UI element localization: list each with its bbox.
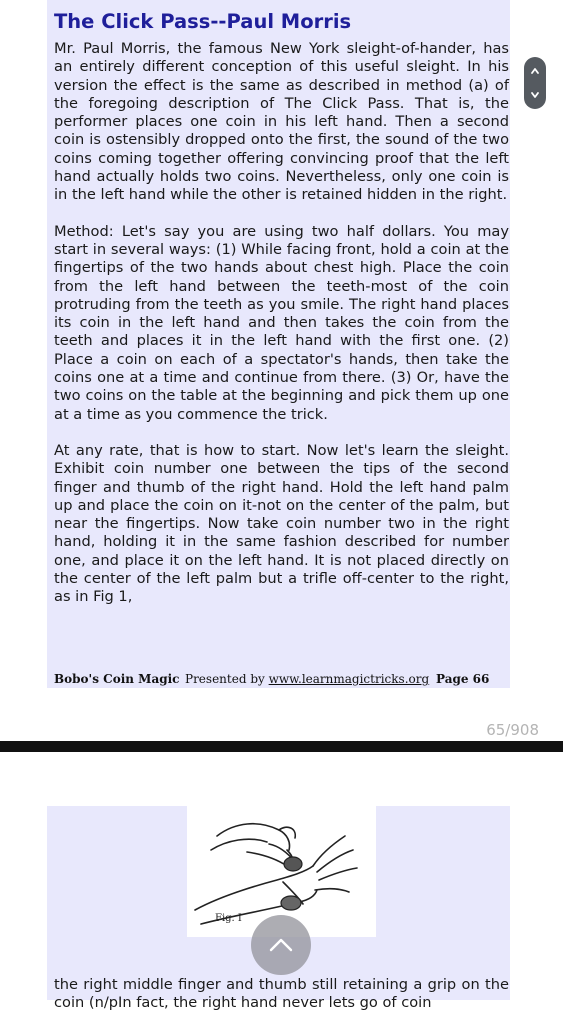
- page-counter: 65/908: [486, 721, 539, 739]
- footer-site-link[interactable]: www.learnmagictricks.org: [268, 672, 430, 686]
- paragraph-continued: the right middle finger and thumb still retaining a grip on the coin (n/pIn fact, the right hand never lets go of coin: [54, 976, 509, 1012]
- page-up-button[interactable]: [524, 59, 546, 83]
- chevron-down-icon: [530, 90, 540, 100]
- chevron-up-icon: [530, 66, 540, 76]
- page-down-button[interactable]: [524, 83, 546, 107]
- footer-presented-prefix: Presented by: [185, 672, 269, 686]
- page-title: The Click Pass--Paul Morris: [54, 10, 352, 33]
- scroll-to-top-button[interactable]: [251, 915, 311, 975]
- page-divider: [0, 741, 563, 752]
- figure-caption: Fig. I: [215, 913, 242, 924]
- paragraph-sleight: At any rate, that is how to start. Now let's learn the sleight. Exhibit coin number one between the tips of the second finger and thumb of the right hand. Hold the left hand palm up and place the coin on it-not on the center of the palm, but near the fingertips. Now take coin number two in the right hand, holding it in the same fashion described for number one, and place it on the left hand. It is not placed directly on the center of the left palm but a trifle off-center to the right, as in Fig 1,: [54, 441, 509, 606]
- chevron-up-icon: [268, 937, 294, 953]
- page-footer: [54, 672, 494, 688]
- page-nav-control[interactable]: [524, 57, 546, 109]
- footer-book-title: Bobo's Coin Magic: [54, 672, 180, 686]
- paragraph-intro: Mr. Paul Morris, the famous New York sleight-of-hander, has an entirely different conception of this useful sleight. In his version the effect is the same as described in method (a) of the foregoing description of The Click Pass. That is, the performer places one coin in his left hand. Then a second coin is ostensibly dropped onto the first, the sound of the two coins coming together offering convincing proof that the left hand actually holds two coins. Nevertheless, only one coin is in the left hand while the other is retained hidden in the right.: [54, 40, 509, 204]
- footer-presented: [185, 672, 429, 686]
- document-page-66: [47, 0, 510, 688]
- footer-page-number: Page 66: [436, 672, 490, 686]
- paragraph-method: Method: Let's say you are using two half dollars. You may start in several ways: (1) While facing front, hold a coin at the fingertips of the two hands about chest high. Place the coin from the left hand between the teeth-most of the coin protruding from the teeth as you smile. The right hand places its coin in the left hand and then takes the coin from the teeth and places it in the left hand with the first one. (2) Place a coin on each of a spectator's hands, then take the coins one at a time and continue from there. (3) Or, have the two coins on the table at the beginning and pick them up one at a time as you commence the trick.: [54, 222, 509, 423]
